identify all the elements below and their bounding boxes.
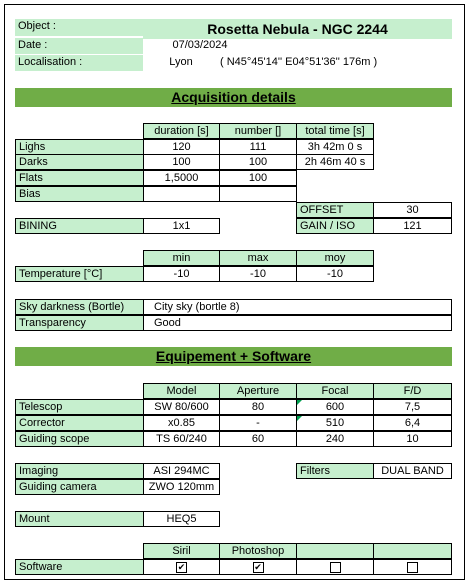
telescop-aperture[interactable]: 80: [219, 399, 297, 415]
row-label-telescop: Telescop: [15, 399, 144, 415]
software-label: Software: [15, 559, 144, 575]
gain-value[interactable]: 121: [373, 218, 452, 234]
header-model: Model: [143, 383, 220, 399]
guiding-scope-fd[interactable]: 10: [373, 431, 452, 447]
flats-number[interactable]: 100: [219, 170, 297, 186]
corrector-model[interactable]: x0.85: [143, 415, 220, 431]
bias-duration[interactable]: [143, 186, 220, 202]
header-temp-moy: moy: [296, 250, 374, 266]
equipment-title: Equipement + Software: [15, 347, 452, 366]
software-3-cell: [296, 559, 374, 575]
darks-total: 2h 46m 40 s: [296, 154, 374, 170]
software-4-checkbox[interactable]: [407, 562, 418, 573]
acquisition-title: Acquisition details: [15, 88, 452, 107]
guiding-camera-label: Guiding camera: [15, 479, 144, 495]
corrector-fd[interactable]: 6,4: [373, 415, 452, 431]
telescop-focal-text: 600: [325, 401, 345, 413]
temperature-label: Temperature [°C]: [15, 266, 144, 282]
date-label: Date :: [15, 38, 143, 54]
software-header-siril: Siril: [143, 543, 220, 559]
imaging-value[interactable]: ASI 294MC: [143, 463, 220, 479]
coords-value: ( N45°45'14'' E04°51'36'' 176m ): [220, 56, 378, 68]
row-label-darks: Darks: [15, 154, 144, 170]
object-name: Rosetta Nebula - NGC 2244: [143, 19, 452, 39]
flats-duration[interactable]: 1,5000: [143, 170, 220, 186]
telescop-fd[interactable]: 7,5: [373, 399, 452, 415]
corrector-focal-text: 510: [325, 417, 345, 429]
lights-duration[interactable]: 120: [143, 139, 220, 155]
row-label-guiding-scope: Guiding scope: [15, 431, 144, 447]
software-photoshop-cell: [219, 559, 297, 575]
sky-darkness-label: Sky darkness (Bortle): [15, 299, 144, 315]
software-header-photoshop: Photoshop: [219, 543, 297, 559]
gain-label: GAIN / ISO: [296, 218, 374, 234]
guiding-camera-value[interactable]: ZWO 120mm: [143, 479, 220, 495]
row-label-lights: Lighs: [15, 139, 144, 155]
guiding-scope-aperture[interactable]: 60: [219, 431, 297, 447]
guiding-scope-focal[interactable]: 240: [296, 431, 374, 447]
header-temp-min: min: [143, 250, 220, 266]
header-total-time: total time [s]: [296, 123, 374, 139]
row-label-bias: Bias: [15, 186, 144, 202]
transparency-label: Transparency: [15, 315, 144, 331]
corrector-aperture[interactable]: -: [219, 415, 297, 431]
bining-value[interactable]: 1x1: [143, 218, 220, 234]
corrector-focal[interactable]: [296, 415, 374, 431]
header-focal: Focal: [296, 383, 374, 399]
transparency-value[interactable]: Good: [143, 315, 452, 331]
bining-label: BINING: [15, 218, 144, 234]
header-duration: duration [s]: [143, 123, 220, 139]
offset-value[interactable]: 30: [373, 202, 452, 218]
lights-number[interactable]: 111: [219, 139, 297, 155]
mount-value[interactable]: HEQ5: [143, 511, 220, 527]
software-siril-cell: [143, 559, 220, 575]
header-temp-max: max: [219, 250, 297, 266]
software-header-4: [373, 543, 452, 559]
software-3-checkbox[interactable]: [330, 562, 341, 573]
bias-number[interactable]: [219, 186, 297, 202]
sky-darkness-value[interactable]: City sky (bortle 8): [143, 299, 452, 315]
cell-note-marker: [297, 416, 302, 421]
imaging-label: Imaging: [15, 463, 144, 479]
row-label-corrector: Corrector: [15, 415, 144, 431]
object-label: Object :: [15, 19, 143, 36]
header-aperture: Aperture: [219, 383, 297, 399]
siril-checkbox[interactable]: ✔: [177, 561, 186, 572]
darks-number[interactable]: 100: [219, 154, 297, 170]
darks-duration[interactable]: 100: [143, 154, 220, 170]
photoshop-checkbox[interactable]: ✔: [254, 561, 262, 572]
telescop-focal[interactable]: [296, 399, 374, 415]
filters-label: Filters: [296, 463, 374, 479]
software-header-3: [296, 543, 374, 559]
offset-label: OFFSET: [296, 202, 374, 218]
header-fd: F/D: [373, 383, 452, 399]
date-value: 07/03/2024: [172, 39, 228, 51]
localisation-label: Localisation :: [15, 55, 143, 71]
lights-total: 3h 42m 0 s: [296, 139, 374, 155]
mount-label: Mount: [15, 511, 144, 527]
temp-max-value[interactable]: -10: [219, 266, 297, 282]
cell-note-marker: [297, 400, 302, 405]
software-4-cell: [373, 559, 452, 575]
city-value: Lyon: [169, 56, 193, 68]
telescop-model[interactable]: SW 80/600: [143, 399, 220, 415]
temp-min-value[interactable]: -10: [143, 266, 220, 282]
temp-moy-value[interactable]: -10: [296, 266, 374, 282]
guiding-scope-model[interactable]: TS 60/240: [143, 431, 220, 447]
header-number: number []: [219, 123, 297, 139]
row-label-flats: Flats: [15, 170, 144, 186]
filters-value[interactable]: DUAL BAND: [373, 463, 452, 479]
